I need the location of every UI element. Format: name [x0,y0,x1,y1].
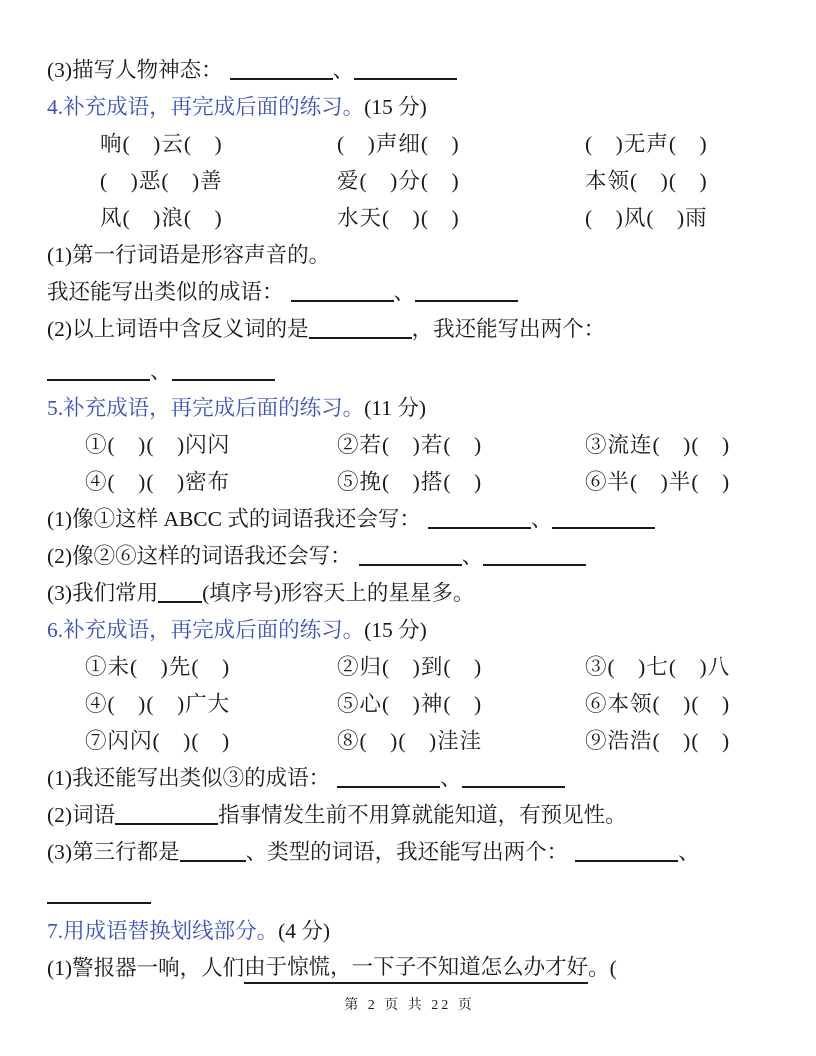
question-6-sub3-blank [47,874,772,911]
question-5-sub2-text: (2)像②⑥这样的词语我还会写： [47,544,352,568]
idiom-cell: 响( )云( ) [100,132,223,156]
question-5-sub1-text: (1)像①这样 ABCC 式的词语我还会写： [47,507,421,531]
idiom-grid-row [47,198,772,235]
idiom-cell: 水天( )( ) [337,206,460,230]
question-5-sub3b-text: (填序号)形容天上的星星多。 [202,581,475,605]
question-6-sub1-text: (1)我还能写出类似③的成语： [47,766,331,790]
caesura-mark: 、 [461,544,484,568]
answer-blank [172,369,275,381]
question-6-sub3 [47,832,772,869]
caesura-mark: 、 [530,507,553,531]
answer-blank [415,290,518,302]
underlined-phrase: 由于惊慌，一下子不知道怎么办才好 [244,950,588,984]
idiom-cell: ( )无声( ) [585,132,708,156]
idiom-cell: ⑤心( )神( ) [337,692,483,716]
section-5-score: (11 分) [364,396,427,420]
idiom-cell: 本领( )( ) [585,169,708,193]
caesura-mark: 、 [150,359,172,383]
question-4-sub2-blanks [47,351,772,388]
section-7-title: 7.用成语替换划线部分。 [47,919,279,943]
question-4-sub1 [47,235,772,272]
caesura-mark: 、 [393,280,416,304]
idiom-cell: ③( )七( )八 [585,655,731,679]
section-5-heading [47,388,772,425]
idiom-cell: ⑧( )( )洼洼 [337,729,483,753]
caesura-mark: 、 [678,840,700,864]
question-6-sub2b-text: 指事情发生前不用算就能知道，有预见性。 [218,803,627,827]
idiom-grid-row [47,161,772,198]
question-4-sub1b [47,272,772,309]
question-6-sub3a-text: (3)第三行都是 [47,840,180,864]
idiom-cell: 风( )浪( ) [100,206,223,230]
idiom-cell: ⑥半( )半( ) [585,470,731,494]
section-4-title: 4.补充成语，再完成后面的练习。 [47,95,365,119]
question-4-sub2 [47,309,772,346]
answer-blank [158,591,202,603]
question-4-sub2b-text: ，我还能写出两个： [411,317,606,341]
section-6-title: 6.补充成语，再完成后面的练习。 [47,618,365,642]
idiom-cell: ②归( )到( ) [337,655,483,679]
idiom-cell: ①未( )先( ) [85,655,231,679]
caesura-mark: 、 [440,766,462,790]
answer-blank [483,554,586,566]
idiom-grid-row [47,684,772,721]
section-4-heading [47,87,772,124]
idiom-cell: ⑤挽( )搭( ) [337,470,483,494]
answer-blank [47,892,151,904]
idiom-grid-row [47,721,772,758]
answer-blank [47,369,150,381]
answer-blank [309,327,412,339]
section-7-heading [47,911,772,948]
question-7-sub1 [47,948,772,985]
question-3-neutral-line [47,50,772,87]
idiom-grid-row [47,124,772,161]
section-5-title: 5.补充成语，再完成后面的练习。 [47,396,365,420]
question-5-sub3 [47,573,772,610]
idiom-cell: ⑥本领( )( ) [585,692,731,716]
answer-blank [337,776,440,788]
question-3-label: (3)描写人物神态： [47,58,223,82]
answer-blank [115,813,218,825]
caesura-mark: 、 [332,58,355,82]
question-5-sub1 [47,499,772,536]
idiom-grid-row [47,647,772,684]
answer-blank [462,776,565,788]
question-4-sub2a-text: (2)以上词语中含反义词的是 [47,317,309,341]
section-6-score: (15 分) [364,618,427,642]
section-7-score: (4 分) [278,919,331,943]
idiom-cell: ⑦闪闪( )( ) [85,729,231,753]
idiom-cell: ( )声细( ) [337,132,460,156]
answer-blank [180,850,246,862]
section-6-heading [47,610,772,647]
idiom-grid-row [47,425,772,462]
question-5-sub3a-text: (3)我们常用 [47,581,159,605]
idiom-cell: ①( )( )闪闪 [85,433,231,457]
idiom-cell: ⑨浩浩( )( ) [585,729,731,753]
question-5-sub2 [47,536,772,573]
idiom-grid-row [47,462,772,499]
answer-blank [230,68,333,80]
answer-blank [291,290,394,302]
idiom-cell: ④( )( )密布 [85,470,231,494]
answer-blank [354,68,457,80]
question-6-sub3b-text: 、类型的词语，我还能写出两个： [245,840,569,864]
answer-blank [575,850,678,862]
answer-blank [359,554,462,566]
idiom-cell: ( )风( )雨 [585,206,708,230]
question-7-sub1a-text: (1)警报器一响，人们 [47,956,245,980]
question-7-sub1b-text: 。( [588,956,617,980]
answer-blank [428,517,531,529]
question-6-sub2 [47,795,772,832]
idiom-cell: ②若( )若( ) [337,433,483,457]
idiom-cell: ( )恶( )善 [100,169,223,193]
answer-blank [552,517,655,529]
page-number-footer: 第 2 页 共 22 页 [344,998,475,1013]
section-4-score: (15 分) [364,95,427,119]
idiom-cell: ③流连( )( ) [585,433,731,457]
question-4-sub1b-text: 我还能写出类似的成语： [47,280,284,304]
question-6-sub1 [47,758,772,795]
idiom-cell: ④( )( )广大 [85,692,231,716]
question-4-sub1-text: (1)第一行词语是形容声音的。 [47,243,331,267]
idiom-cell: 爱( )分( ) [337,169,460,193]
question-6-sub2a-text: (2)词语 [47,803,116,827]
